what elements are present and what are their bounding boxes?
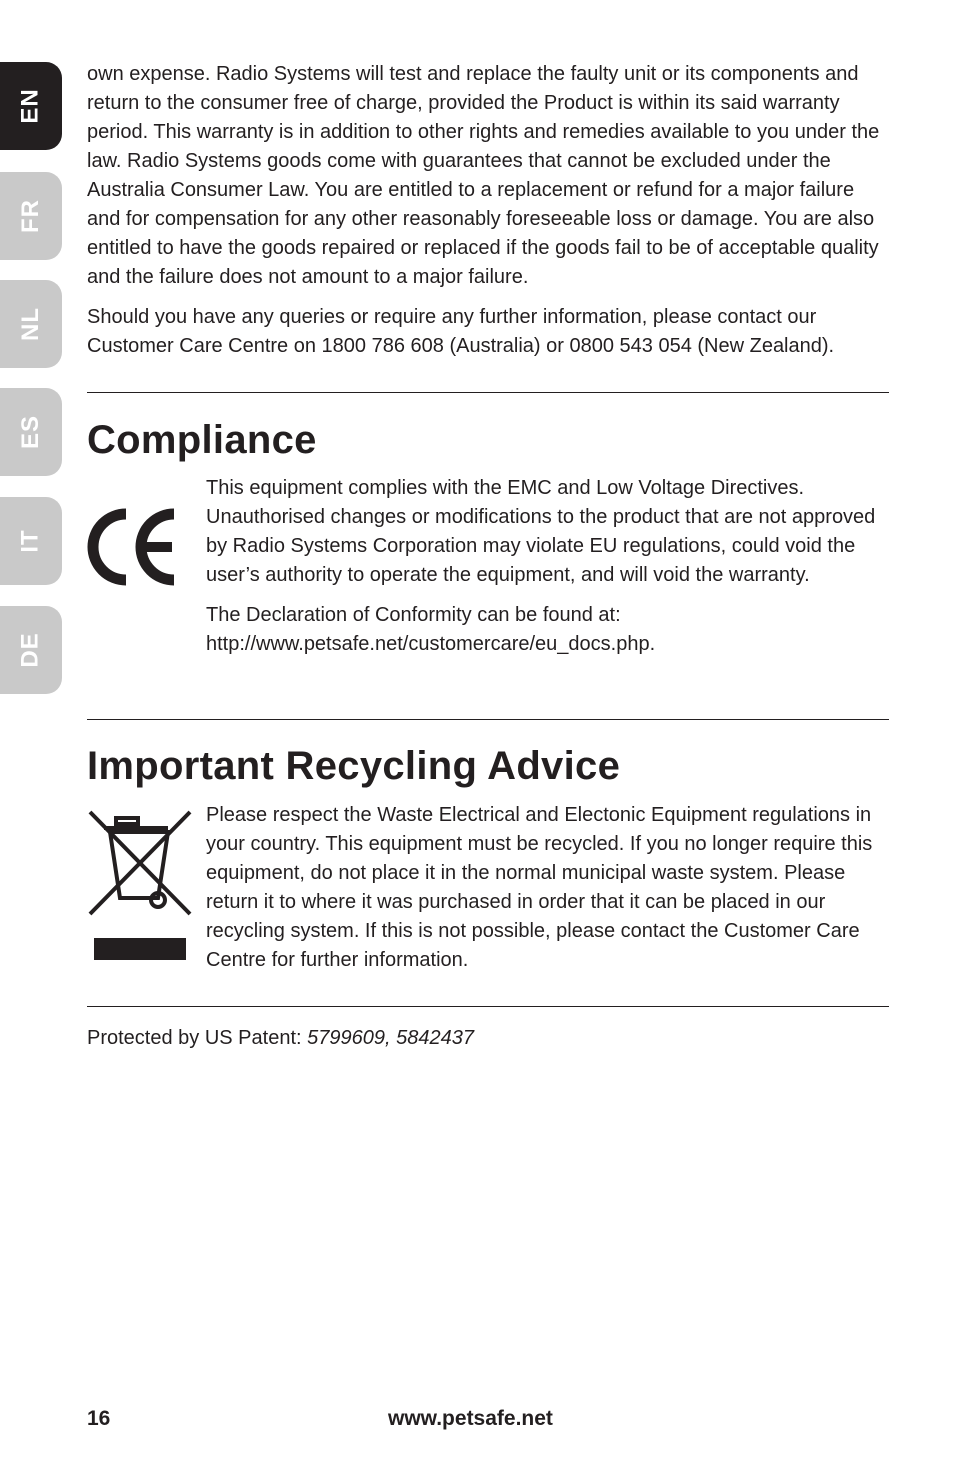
compliance-heading: Compliance [87, 418, 317, 462]
tab-es-label: ES [16, 414, 44, 450]
tab-fr-label: FR [17, 199, 44, 233]
warranty-paragraph-2: Should you have any queries or require any further information, please contact our Customer Care Centre on 1800 786 608 (Australia) or 0800 543 054 (New Zealand). [87, 306, 835, 357]
tab-it-label: IT [16, 529, 44, 553]
divider-2 [87, 719, 889, 720]
tab-nl[interactable] [0, 280, 62, 368]
recycling-heading: Important Recycling Advice [87, 744, 621, 788]
compliance-paragraph-1: This equipment complies with the EMC and Low Voltage Directives. Unauthorised changes or modifications to the product that are not approved by Radio Systems Corporation may violate EU regulations, could void the user’s authority to operate the equipment, and will void the warranty. [206, 477, 876, 586]
ce-mark-icon [86, 508, 180, 586]
patent-notice [87, 1024, 474, 1053]
compliance-text [206, 474, 890, 659]
tab-de[interactable] [0, 606, 62, 694]
declaration-label: The Declaration of Conformity can be found at: [206, 604, 621, 626]
tab-it[interactable] [0, 497, 62, 585]
patent-numbers: 5799609, 5842437 [307, 1027, 474, 1049]
divider-1 [87, 392, 889, 393]
page-number: 16 [87, 1407, 111, 1430]
declaration-url[interactable]: http://www.petsafe.net/customercare/eu_docs.php. [206, 633, 656, 655]
tab-en[interactable] [0, 62, 62, 150]
warranty-section [87, 60, 889, 361]
patent-label: Protected by US Patent: [87, 1027, 308, 1049]
tab-nl-label: NL [17, 307, 44, 341]
warranty-paragraph-1: own expense. Radio Systems will test and replace the faulty unit or its components and return to the consumer free of charge, provided the Product is within its said warranty period. This warranty is in addition to other rights and remedies available to you under the law. Radio Systems goods come with guarantees that cannot be excluded under the Australia Consumer Law. You are entitled to a replacement or refund for a major failure and for compensation for any other reasonably foreseeable loss or damage. You are also entitled to have the goods repaired or replaced if the goods fail to be of acceptable quality and the failure does not amount to a major failure. [87, 63, 880, 288]
tab-es[interactable] [0, 388, 62, 476]
recycling-text [206, 801, 890, 975]
tab-fr[interactable] [0, 172, 62, 260]
tab-en-label: EN [17, 88, 44, 124]
tab-de-label: DE [17, 632, 44, 668]
weee-crossed-bin-icon [88, 808, 192, 964]
compliance-paragraph-2 [206, 601, 890, 659]
footer-website[interactable]: www.petsafe.net [388, 1407, 553, 1430]
recycling-paragraph: Please respect the Waste Electrical and Electonic Equipment regulations in your country. This equipment must be recycled. If you no longer require this equipment, do not place it in the normal municipal waste system. Please return it to where it was purchased in order that it can be placed in our recycling system. If this is not possible, please contact the Customer Care Centre for further information. [206, 804, 873, 971]
divider-3 [87, 1006, 889, 1007]
